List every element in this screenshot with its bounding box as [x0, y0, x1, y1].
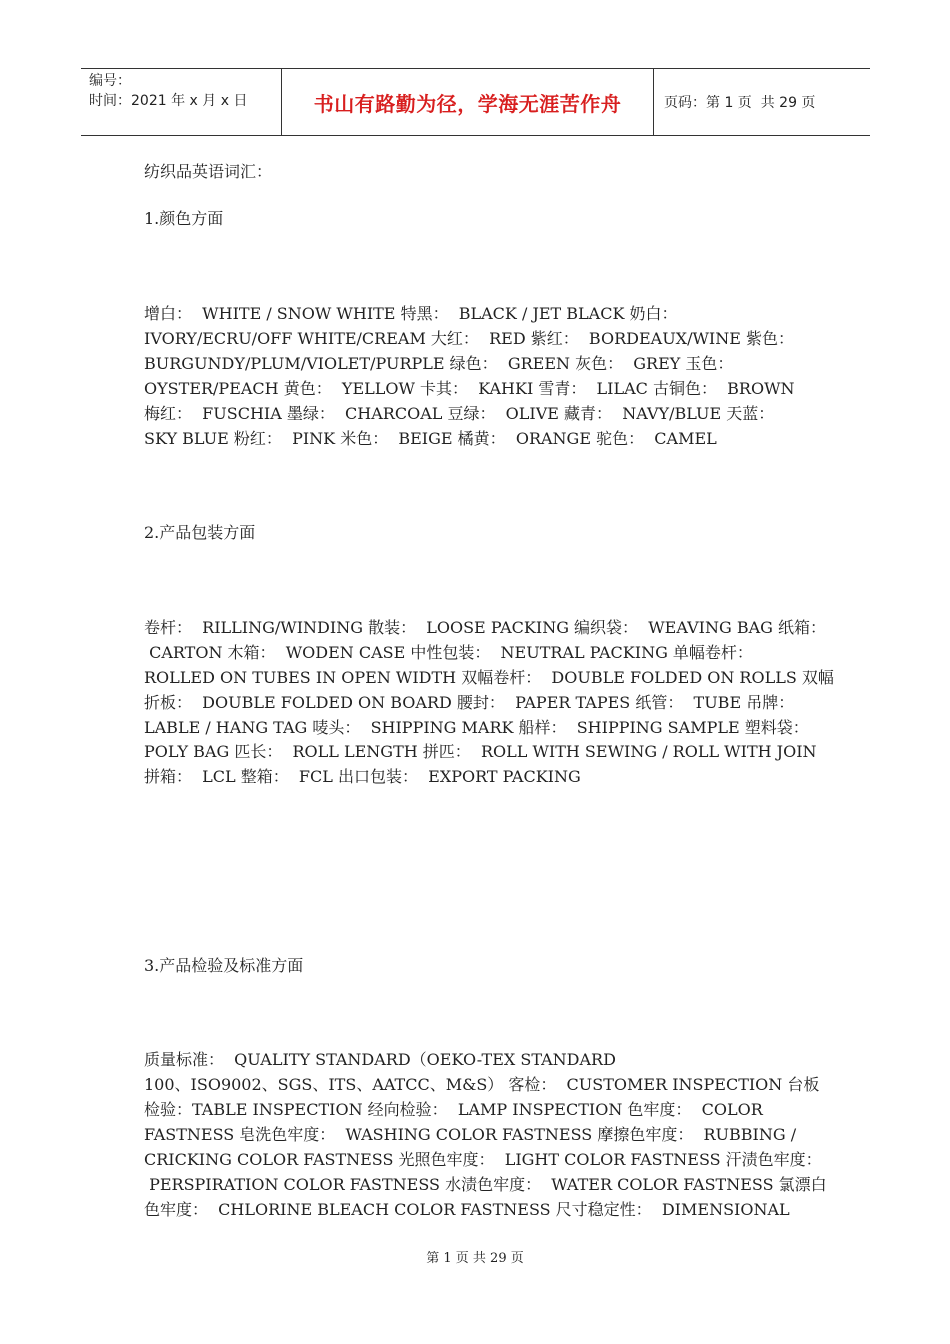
section-heading-inspection: 3.产品检验及标准方面: [144, 956, 304, 975]
text-line: 增白： WHITE / SNOW WHITE 特黑： BLACK / JET BLACK 奶白：: [144, 304, 678, 323]
header-motto: 书山有路勤为径，学海无涯苦作舟: [282, 69, 654, 135]
text-line: FASTNESS 皂洗色牢度： WASHING COLOR FASTNESS 摩擦色牢度： RUBBING /: [144, 1125, 797, 1144]
page-header: [81, 68, 870, 136]
document-number-label: 编号：: [89, 73, 131, 89]
header-meta-cell: [81, 69, 282, 135]
text-line: 检验：TABLE INSPECTION 经向检验： LAMP INSPECTION 色牢度： COLOR: [144, 1100, 763, 1119]
text-line: 色牢度： CHLORINE BLEACH COLOR FASTNESS 尺寸稳定性： DIMENSIONAL: [144, 1200, 790, 1219]
document-title: 纺织品英语词汇：: [144, 162, 273, 181]
text-line: 质量标准： QUALITY STANDARD（OEKO-TEX STANDARD: [144, 1050, 616, 1069]
text-line: LABLE / HANG TAG 唛头： SHIPPING MARK 船样： SHIPPING SAMPLE 塑料袋：: [144, 718, 809, 737]
text-line: SKY BLUE 粉红： PINK 米色： BEIGE 橘黄： ORANGE 驼色： CAMEL: [144, 429, 717, 448]
header-page-info: 页码：第 1 页 共 29 页: [664, 95, 816, 111]
text-line: 梅红： FUSCHIA 墨绿： CHARCOAL 豆绿： OLIVE 藏青： NAVY/BLUE 天蓝：: [144, 404, 775, 423]
text-line: 折板： DOUBLE FOLDED ON BOARD 腰封： PAPER TAPES 纸管： TUBE 吊牌：: [144, 693, 795, 712]
section-heading-packing: 2.产品包装方面: [144, 523, 256, 542]
text-line: OYSTER/PEACH 黄色： YELLOW 卡其： KAHKI 雪青： LILAC 古铜色： BROWN: [144, 379, 795, 398]
text-line: PERSPIRATION COLOR FASTNESS 水渍色牢度： WATER COLOR FASTNESS 氯漂白: [144, 1175, 827, 1194]
text-line: ROLLED ON TUBES IN OPEN WIDTH 双幅卷杆： DOUBLE FOLDED ON ROLLS 双幅: [144, 668, 834, 687]
text-line: 卷杆： RILLING/WINDING 散装： LOOSE PACKING 编织袋： WEAVING BAG 纸箱：: [144, 618, 827, 637]
text-line: POLY BAG 匹长： ROLL LENGTH 拼匹： ROLL WITH SEWING / ROLL WITH JOIN: [144, 742, 817, 761]
text-line: 100、ISO9002、SGS、ITS、AATCC、M&S） 客检： CUSTOMER INSPECTION 台板: [144, 1075, 820, 1094]
section-heading-colors: 1.颜色方面: [144, 209, 224, 228]
document-date: 时间：2021 年 x 月 x 日: [89, 93, 248, 109]
page-footer: 第 1 页 共 29 页: [426, 1251, 524, 1266]
text-line: BURGUNDY/PLUM/VIOLET/PURPLE 绿色： GREEN 灰色： GREY 玉色：: [144, 354, 734, 373]
text-line: 拼箱： LCL 整箱： FCL 出口包装： EXPORT PACKING: [144, 767, 581, 786]
text-line: CRICKING COLOR FASTNESS 光照色牢度： LIGHT COLOR FASTNESS 汗渍色牢度：: [144, 1150, 822, 1169]
text-line: CARTON 木箱： WODEN CASE 中性包装： NEUTRAL PACKING 单幅卷杆：: [144, 643, 753, 662]
text-line: IVORY/ECRU/OFF WHITE/CREAM 大红： RED 紫红： BORDEAUX/WINE 紫色：: [144, 329, 794, 348]
